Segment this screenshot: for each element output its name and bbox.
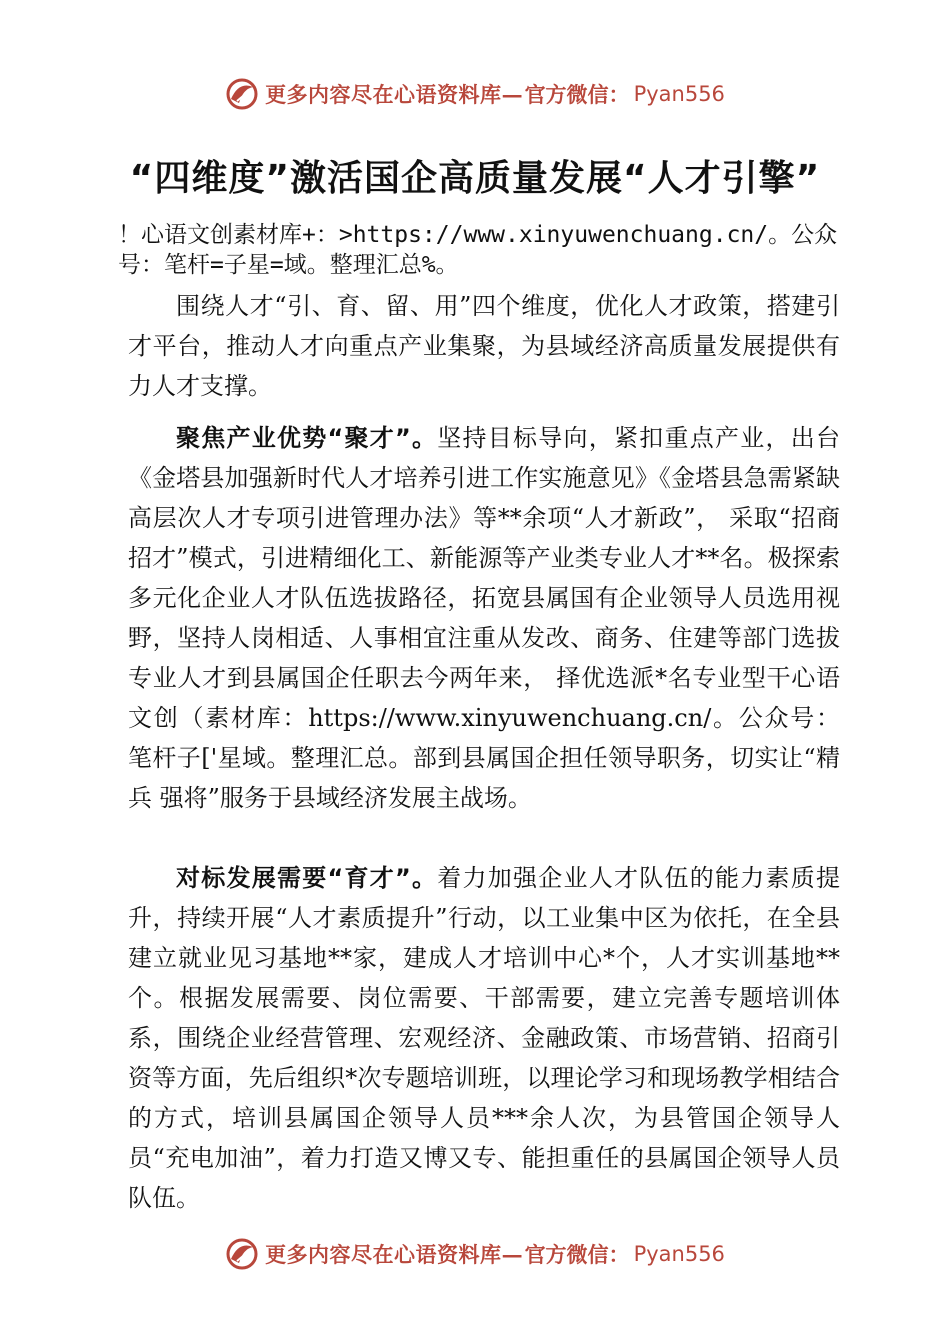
section-heading-2: 对标发展需要“育才”。 — [176, 864, 438, 892]
section-body-1: 坚持目标导向，紧扣重点产业，出台《金塔县加强新时代人才培养引进工作实施意见》《金塔县急需紧缺高层次人才专项引进管理办法》等**余项“人才新政”， 采取“招商招才”模式，引进精细化工、新能源等产业类专业人才**名。极探索多元化企业人才队伍选拔路径，拓宽县属国有企业领导人员选用视野，坚持人岗相适、人事相宜注重从发改、商务、住建等部门选拔专业人才到县属国企任职去今两年来， 择优选派*名专业型干心语文创（素材库：https://www.xinyuwenchuang.cn/。公众号：笔杆子['星域。整理汇总。部到县属国企担任领导职务，切实让“精兵 强将”服务于县域经济发展主战场。 — [128, 424, 841, 812]
banner-separator: — — [501, 81, 523, 107]
footer-banner — [0, 1234, 950, 1274]
banner-text: 更多内容尽在心语资料库 — [265, 1242, 502, 1267]
section-heading-1: 聚焦产业优势“聚才”。 — [176, 424, 438, 452]
banner-wechat-label: 官方微信： — [524, 1242, 630, 1267]
source-line: ！心语文创素材库+：>https://www.xinyuwenchuang.cn/。公众号：笔杆=子星=域。整理汇总%。 — [118, 222, 838, 278]
brand-logo-icon — [225, 1237, 259, 1271]
banner-text: 更多内容尽在心语资料库 — [265, 82, 502, 107]
banner-wechat-id: Pyan556 — [633, 82, 725, 106]
section-paragraph-2 — [128, 858, 840, 1218]
banner-wechat-id: Pyan556 — [633, 1242, 725, 1266]
banner-wechat-label: 官方微信： — [524, 82, 630, 107]
header-banner — [0, 74, 950, 114]
section-body-2: 着力加强企业人才队伍的能力素质提升，持续开展“人才素质提升”行动，以工业集中区为依托，在全县建立就业见习基地**家，建成人才培训中心*个，人才实训基地**个。根据发展需要、岗位需要、干部需要，建立完善专题培训体系，围绕企业经营管理、宏观经济、金融政策、市场营销、招商引资等方面，先后组织*次专题培训班，以理论学习和现场教学相结合的方式，培训县属国企领导人员***余人次，为县管国企领导人员“充电加油”，着力打造又博又专、能担重任的县属国企领导人员队伍。 — [128, 864, 841, 1212]
banner-separator: — — [501, 1241, 523, 1267]
section-paragraph-1 — [128, 418, 840, 818]
intro-paragraph: 围绕人才“引、育、留、用”四个维度，优化人才政策，搭建引才平台，推动人才向重点产业集聚，为县域经济高质量发展提供有力人才支撑。 — [128, 292, 840, 400]
brand-logo-icon — [225, 77, 259, 111]
document-title: “四维度”激活国企高质量发展“人才引擎” — [129, 158, 821, 199]
